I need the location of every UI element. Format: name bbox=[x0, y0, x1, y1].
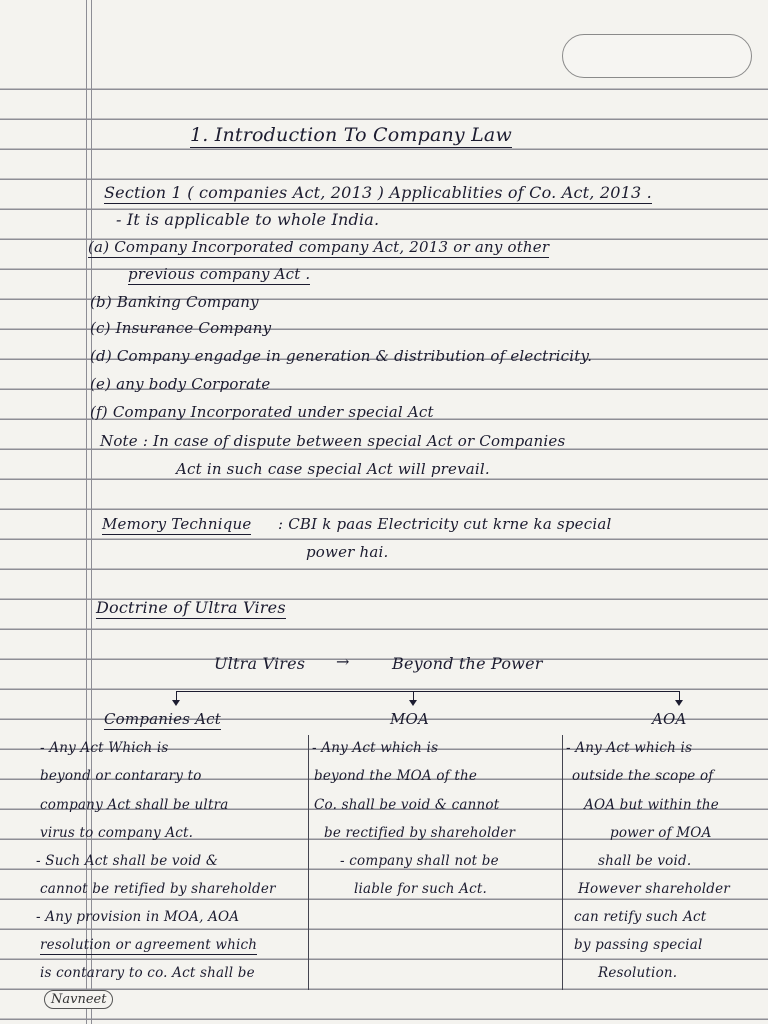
tree-connector bbox=[176, 691, 680, 692]
column-divider bbox=[308, 735, 309, 990]
applicability-line: (c) Insurance Company bbox=[90, 319, 272, 337]
aoa-line: AOA but within the bbox=[584, 797, 719, 813]
doctrine-heading: Doctrine of Ultra Vires bbox=[96, 598, 286, 617]
applicability-line: (f) Company Incorporated under special Act bbox=[90, 403, 434, 421]
arrow-down-icon bbox=[409, 700, 417, 706]
aoa-line: Resolution. bbox=[598, 965, 678, 981]
moa-line: - company shall not be bbox=[340, 853, 499, 869]
margin-line-left bbox=[86, 0, 87, 1024]
companies-act-line: is contarary to co. Act shall be bbox=[40, 965, 255, 981]
companies-act-line: - Such Act shall be void & bbox=[36, 853, 219, 869]
column-header-aoa: AOA bbox=[652, 710, 687, 728]
companies-act-line: virus to company Act. bbox=[40, 825, 194, 841]
aoa-line: by passing special bbox=[574, 937, 703, 953]
section-heading: Section 1 ( companies Act, 2013 ) Applicablities of Co. Act, 2013 . bbox=[104, 183, 652, 202]
applicability-line: (e) any body Corporate bbox=[90, 375, 271, 393]
memory-technique-label: Memory Technique bbox=[102, 515, 252, 533]
applicability-line: (b) Banking Company bbox=[90, 293, 259, 311]
ultra-vires-meaning: Beyond the Power bbox=[392, 654, 543, 673]
aoa-line: can retify such Act bbox=[574, 909, 707, 925]
aoa-line: - Any Act which is bbox=[566, 740, 693, 756]
companies-act-line: - Any provision in MOA, AOA bbox=[36, 909, 240, 925]
aoa-line: power of MOA bbox=[610, 825, 712, 841]
memory-technique-text-2: power hai. bbox=[306, 543, 389, 561]
moa-line: beyond the MOA of the bbox=[314, 768, 478, 784]
notebook-brand-logo: Navneet bbox=[44, 990, 113, 1009]
moa-line: Co. shall be void & cannot bbox=[314, 797, 500, 813]
ultra-vires-term: Ultra Vires bbox=[214, 654, 306, 673]
companies-act-line: - Any Act Which is bbox=[40, 740, 169, 756]
applicability-line: - It is applicable to whole India. bbox=[116, 210, 380, 229]
note-line-2: Act in such case special Act will prevail. bbox=[176, 460, 490, 478]
companies-act-line: beyond or contarary to bbox=[40, 768, 202, 784]
arrow-down-icon bbox=[172, 700, 180, 706]
column-header-companies-act: Companies Act bbox=[104, 710, 221, 728]
arrow-right-icon: → bbox=[336, 652, 350, 671]
companies-act-line: company Act shall be ultra bbox=[40, 797, 229, 813]
arrow-down-icon bbox=[675, 700, 683, 706]
note-line-1: Note : In case of dispute between special Act or Companies bbox=[100, 432, 566, 450]
aoa-line: shall be void. bbox=[598, 853, 692, 869]
companies-act-line: cannot be retified by shareholder bbox=[40, 881, 276, 897]
moa-line: liable for such Act. bbox=[354, 881, 487, 897]
column-header-moa: MOA bbox=[390, 710, 430, 728]
margin-line-right bbox=[91, 0, 92, 1024]
moa-line: - Any Act which is bbox=[312, 740, 439, 756]
aoa-line: outside the scope of bbox=[572, 768, 714, 784]
page-number-box bbox=[562, 34, 752, 78]
memory-technique-text: : CBI k paas Electricity cut krne ka special bbox=[278, 515, 612, 533]
column-divider bbox=[562, 735, 563, 990]
applicability-line: (a) Company Incorporated company Act, 2013 or any other bbox=[88, 238, 550, 256]
applicability-line: previous company Act . bbox=[128, 265, 311, 283]
moa-line: be rectified by shareholder bbox=[324, 825, 516, 841]
companies-act-line: resolution or agreement which bbox=[40, 937, 258, 953]
page-title: 1. Introduction To Company Law bbox=[190, 124, 512, 146]
aoa-line: However shareholder bbox=[578, 881, 730, 897]
applicability-line: (d) Company engadge in generation & distribution of electricity. bbox=[90, 347, 593, 365]
